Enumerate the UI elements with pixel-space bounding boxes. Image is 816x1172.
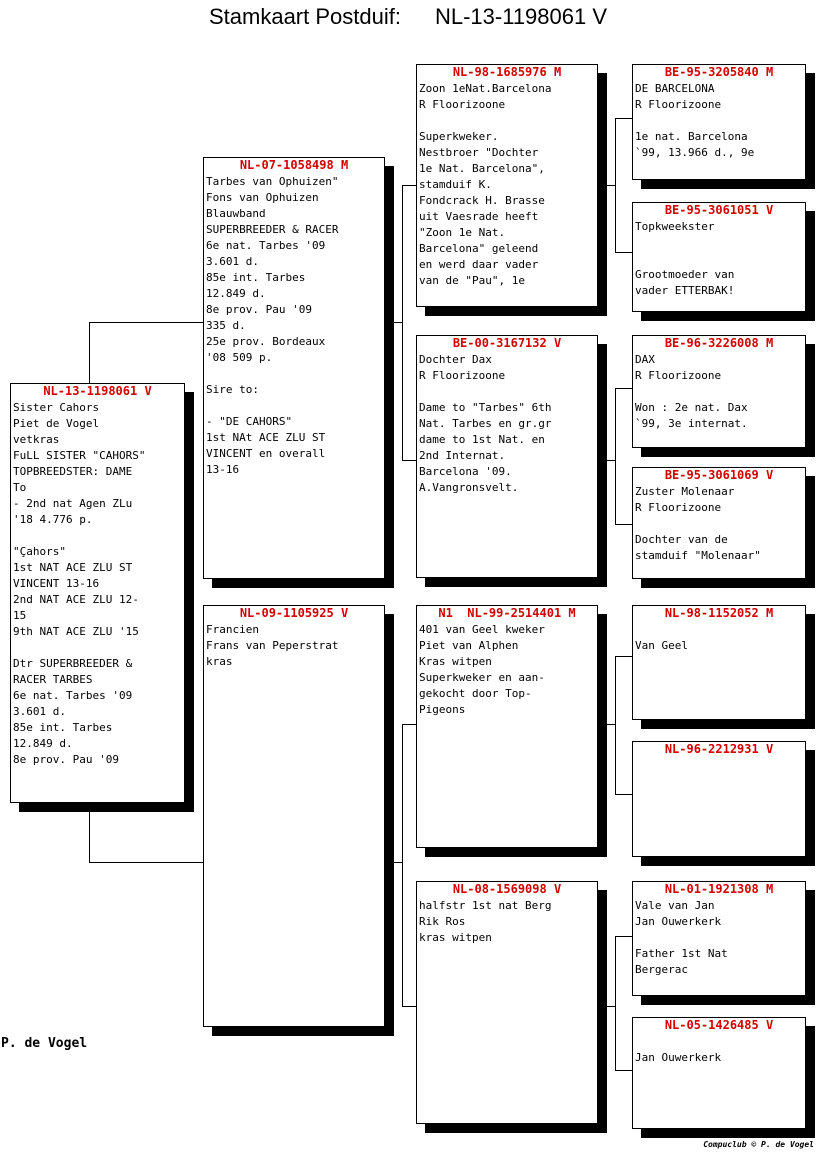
pigeon-notes: halfstr 1st nat Berg Rik Ros kras witpen [419,899,552,944]
pigeon-card-ssd [632,202,806,312]
pigeon-notes: Jan Ouwerkerk [635,1051,722,1064]
connector [615,794,633,795]
pigeon-notes: Van Geel [635,639,688,652]
breeder-name: P. de Vogel [1,1036,88,1051]
connector [615,252,633,253]
ring-number: NL-07-1058498 M [239,158,349,172]
pigeon-card-sss [632,64,806,180]
connector [615,118,616,252]
software-credit: Compuclub © P. de Vogel [703,1140,814,1149]
connector [384,322,402,323]
page-title [0,4,816,30]
connector [597,185,615,186]
connector [402,724,403,1006]
connector [402,185,403,460]
connector [615,656,633,657]
pigeon-notes: Francien Frans van Peperstrat kras [206,623,339,668]
pigeon-card-subject [10,383,185,803]
pigeon-notes: DAX R Floorizoone Won : 2e nat. Dax `99, 3e internat. [635,353,748,430]
connector [402,185,417,186]
pigeon-notes: 401 van Geel kweker Piet van Alphen Kras witpen Superkweker en aan- gekocht door Top- Pigeons [419,623,545,716]
pigeon-notes: DE BARCELONA R Floorizoone 1e nat. Barcelona `99, 13.966 d., 9e [635,82,755,159]
ring-number: BE-00-3167132 V [452,336,562,350]
connector [89,322,90,384]
pigeon-notes: Topkweekster Grootmoeder van vader ETTERBAK! [635,220,735,297]
ring-number: NL-96-2212931 V [664,742,774,756]
pigeon-notes: Zoon 1eNat.Barcelona R Floorizoone Superkweker. Nestbroer "Dochter 1e Nat. Barcelona", stamduif K. Fondcrack H. Brasse uit Vaesrade heeft "Zoon 1e Nat. Barcelona" geleend en werd daar vader van de "Pau", 1e [419,82,552,287]
pigeon-card-dsd [632,741,806,857]
connector [402,1006,417,1007]
ring-number: NL-98-1685976 M [452,65,562,79]
ring-number: NL-08-1569098 V [452,882,562,896]
ring-number: NL-05-1426485 V [664,1018,774,1032]
pigeon-notes: Dochter Dax R Floorizoone Dame to "Tarbes" 6th Nat. Tarbes en gr.gr dame to 1st Nat. en 2nd Internat. Barcelona '09. A.Vangronsvelt. [419,353,552,494]
pigeon-card-sire-sire [416,64,598,307]
connector [615,388,616,524]
ring-number: N1 NL-99-2514401 M [438,606,576,620]
ring-number: NL-98-1152052 M [664,606,774,620]
pigeon-notes: Sister Cahors Piet de Vogel vetkras FuLL SISTER "CAHORS" TOPBREEDSTER: DAME To - 2nd nat Agen ZLu '18 4.776 p. "Çahors" 1st NAT ACE ZLU ST VINCENT 13-16 2nd NAT ACE ZLU 12- 15 9th NAT ACE ZLU '15 Dtr SUPERBREEDER & RACER TARBES 6e nat. Tarbes '09 3.601 d. 85e int. Tarbes 12.849 d. 8e prov. Pau '09 [13,401,146,766]
connector [615,936,616,1070]
pigeon-card-dam [203,605,385,1027]
connector [615,388,633,389]
pigeon-card-dss [632,605,806,720]
connector [89,322,204,323]
connector [597,1006,615,1007]
connector [384,862,402,863]
connector [597,460,615,461]
pigeon-card-dam-dam [416,881,598,1124]
pigeon-card-dds [632,881,806,996]
ring-number: BE-96-3226008 M [664,336,774,350]
pigeon-card-ddd [632,1017,806,1129]
pigeon-card-sire [203,157,385,579]
ring-number: NL-13-1198061 V [43,384,152,398]
ring-number: BE-95-3205840 M [664,65,774,79]
connector [615,1070,633,1071]
connector [597,724,615,725]
ring-number: BE-95-3061069 V [664,468,774,482]
connector [615,524,633,525]
connector [402,460,417,461]
ring-number: NL-01-1921308 M [664,882,774,896]
pigeon-notes: Zuster Molenaar R Floorizoone Dochter van de stamduif "Molenaar" [635,485,761,562]
ring-number: NL-09-1105925 V [239,606,349,620]
pigeon-notes: Vale van Jan Jan Ouwerkerk Father 1st Nat Bergerac [635,899,728,976]
title-label: Stamkaart Postduif: [208,4,401,29]
connector [615,118,633,119]
connector [89,810,90,863]
connector [615,936,633,937]
title-ring: NL-13-1198061 V [434,4,608,29]
pigeon-card-sire-dam [416,335,598,578]
pigeon-card-sds [632,335,806,448]
connector [89,862,204,863]
pigeon-card-dam-sire [416,605,598,848]
connector [402,724,417,725]
pigeon-card-sdd [632,467,806,579]
connector [615,656,616,794]
pigeon-notes: Tarbes van Ophuizen" Fons van Ophuizen Blauwband SUPERBREEDER & RACER 6e nat. Tarbes '09 3.601 d. 85e int. Tarbes 12.849 d. 8e prov. Pau '09 335 d. 25e prov. Bordeaux '08 509 p. Sire to: - "DE CAHORS" 1st NAt ACE ZLU ST VINCENT en overall 13-16 [206,175,339,476]
ring-number: BE-95-3061051 V [664,203,774,217]
